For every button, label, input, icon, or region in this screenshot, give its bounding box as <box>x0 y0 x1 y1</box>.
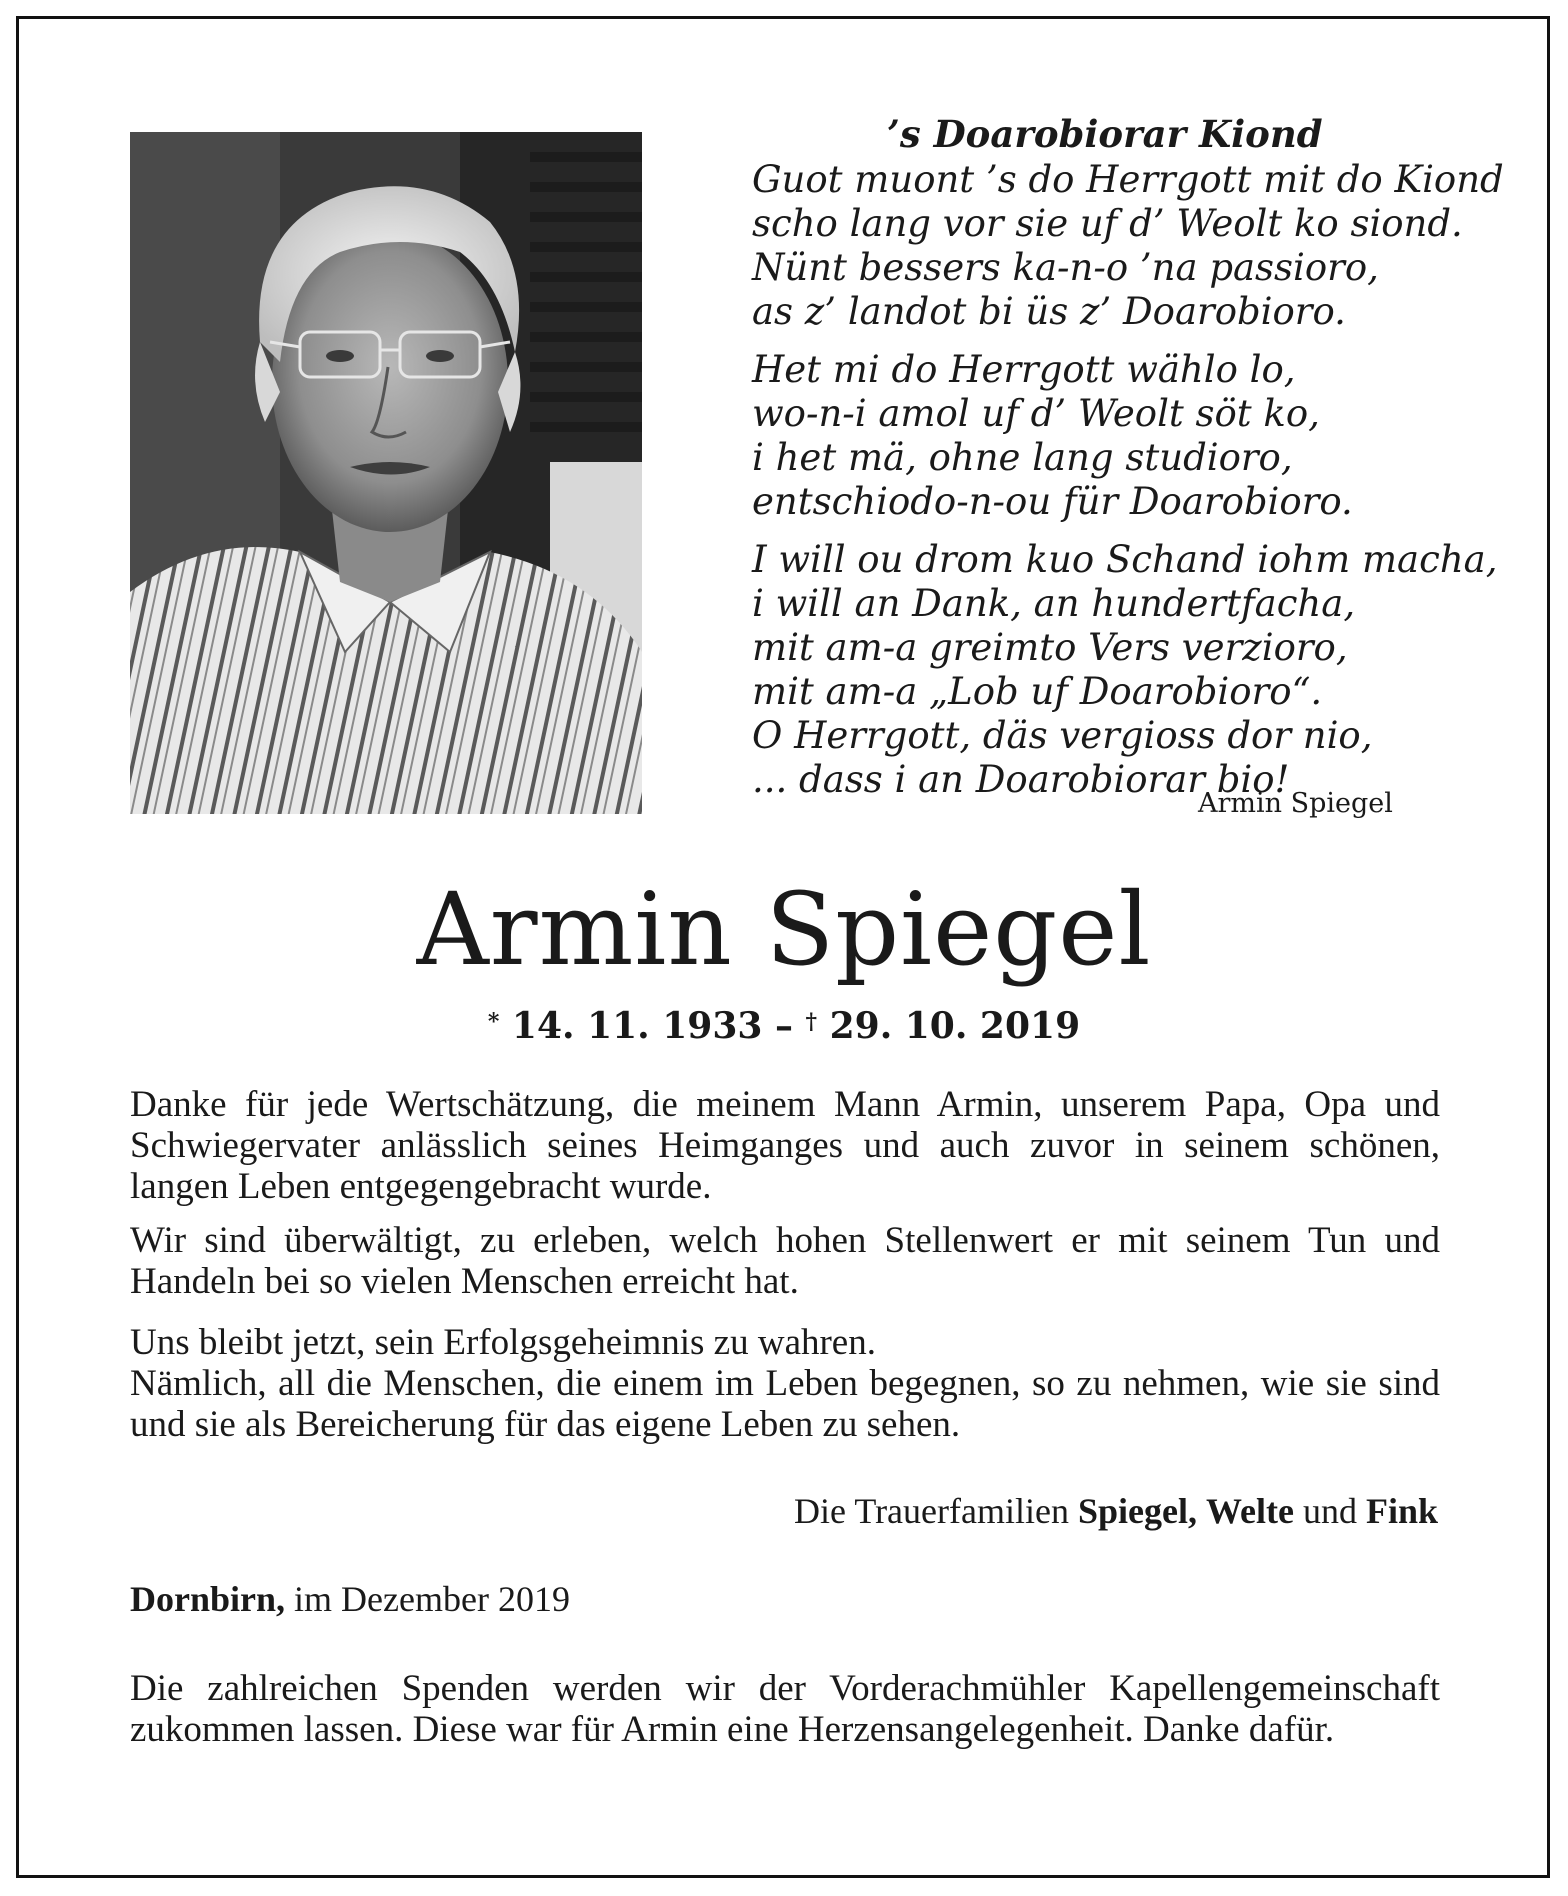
family-name: Spiegel, <box>1077 1491 1197 1531</box>
poem-line: i will an Dank, an hundertfacha, <box>752 582 1356 625</box>
paragraph-text: Wir sind überwältigt, zu erleben, welch hohen Stellenwert er mit seinem Tun und Handeln bei so vielen Menschen erreicht hat. <box>130 1220 1440 1302</box>
families-prefix: Die Trauerfamilien <box>794 1491 1078 1531</box>
birth-date: 14. 11. 1933 <box>511 1005 763 1047</box>
poem-line: ... dass i an Doarobiorar bio! <box>752 758 1290 801</box>
thanks-paragraph <box>130 1084 1440 1207</box>
poem-stanza-2 <box>752 348 1452 524</box>
place-month: im Dezember 2019 <box>285 1579 570 1619</box>
poem-line: entschiodo-n-ou für Doarobioro. <box>752 480 1353 523</box>
poem-title: ’s Doarobiorar Kiond <box>887 112 1323 156</box>
life-dates <box>0 1003 1568 1049</box>
poem-stanza-1 <box>752 158 1504 334</box>
poem-line: Nünt bessers ka-n-o ’na passioro, <box>752 246 1379 289</box>
poem-line: scho lang vor sie uf d’ Weolt ko siond. <box>752 202 1463 245</box>
death-date: 29. 10. 2019 <box>829 1005 1081 1047</box>
families-conjunction: und <box>1293 1491 1366 1531</box>
poem <box>752 112 1504 816</box>
poem-line: Het mi do Herrgott wählo lo, <box>752 348 1296 391</box>
portrait-illustration <box>130 132 642 814</box>
family-name: Welte <box>1205 1491 1294 1531</box>
paragraph-text: Die zahlreichen Spenden werden wir der Vorderachmühler Kapellengemeinschaft zukommen lassen. Diese war für Armin eine Herzensangelegenheit. Danke dafür. <box>130 1668 1440 1750</box>
poem-stanza-3 <box>752 538 1498 802</box>
tribute-paragraph <box>130 1220 1440 1302</box>
paragraph-text: Danke für jede Wertschätzung, die meinem Mann Armin, unserem Papa, Opa und Schwiegervater anlässlich seines Heimganges und auch zuvor in seinem schönen, langen Leben entgegengebracht wurde. <box>130 1084 1440 1207</box>
birth-symbol: * <box>487 1009 500 1035</box>
poem-line: as z’ landot bi üs z’ Doarobioro. <box>752 290 1346 333</box>
deceased-name: Armin Spiegel <box>416 871 1152 988</box>
legacy-paragraph <box>130 1322 1440 1445</box>
poem-line: mit am-a greimto Vers verzioro, <box>752 626 1348 669</box>
paragraph-text: Uns bleibt jetzt, sein Erfolgsgeheimnis zu wahren. <box>130 1322 876 1363</box>
poem-line: i het mä, ohne lang studioro, <box>752 436 1293 479</box>
family-name: Fink <box>1365 1491 1438 1531</box>
poem-line: wo-n-i amol uf d’ Weolt söt ko, <box>752 392 1320 435</box>
poem-line: O Herrgott, däs vergioss dor nio, <box>752 714 1373 757</box>
mourning-families <box>794 1490 1438 1532</box>
paragraph-text: Nämlich, all die Menschen, die einem im Leben begegnen, so zu nehmen, wie sie sind und sie als Bereicherung für das eigene Leben zu sehen. <box>130 1363 1440 1445</box>
poem-line: Guot muont ’s do Herrgott mit do Kiond <box>752 158 1504 201</box>
portrait-photo <box>130 132 642 814</box>
poem-line: I will ou drom kuo Schand iohm macha, <box>752 538 1498 581</box>
place-date <box>130 1578 570 1620</box>
poem-author: Armin Spiegel <box>1198 788 1393 819</box>
place-city: Dornbirn, <box>130 1579 286 1619</box>
date-separator: – <box>762 1005 806 1047</box>
death-symbol: † <box>805 1009 818 1035</box>
poem-line: mit am-a „Lob uf Doarobioro“. <box>752 670 1323 713</box>
donation-paragraph <box>130 1668 1440 1750</box>
